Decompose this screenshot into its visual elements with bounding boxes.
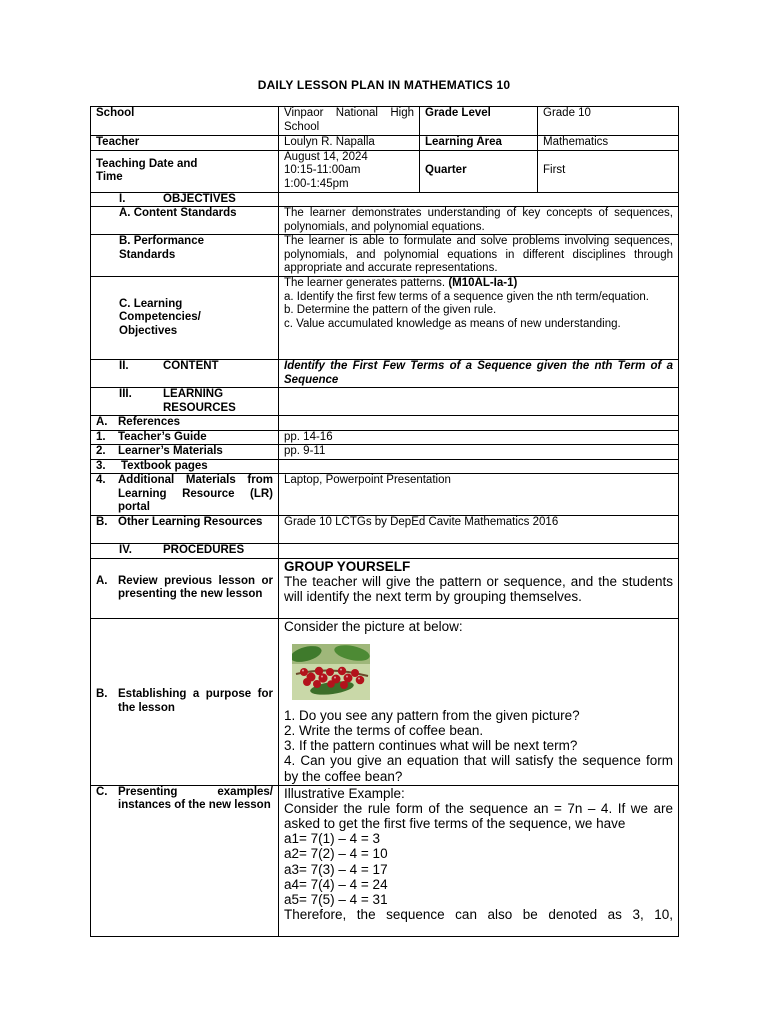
teaching-date-label (91, 150, 279, 192)
additional-materials-value: Laptop, Powerpoint Presentation (279, 474, 679, 516)
grade-level-label: Grade Level (420, 107, 538, 136)
presenting-row (91, 785, 679, 936)
competencies-label-text: C. Learning Competencies/ Objectives (119, 297, 201, 337)
performance-standards-label-text: B. Performance Standards (119, 235, 205, 261)
teachers-guide-text: Teacher’s Guide (118, 430, 207, 443)
establishing-label (91, 618, 279, 785)
establishing-row (91, 618, 679, 785)
content-heading-text: CONTENT (163, 360, 219, 372)
presenting-heading: Illustrative Example: (284, 785, 405, 801)
textbook-pages-num: 3. (96, 459, 106, 472)
establishing-num: B. (96, 688, 108, 700)
resources-heading-text: LEARNING RESOURCES (163, 388, 236, 414)
objectives-heading-row (91, 192, 679, 207)
procedures-heading-row (91, 544, 679, 559)
references-empty (279, 416, 679, 431)
procedures-heading-text: PROCEDURES (163, 544, 245, 556)
establishing-question-2: 2. Write the terms of coffee bean. (284, 722, 484, 738)
content-heading (91, 360, 279, 388)
teaching-date-row (91, 150, 679, 192)
competencies-label (91, 277, 279, 360)
presenting-conclusion: Therefore, the sequence can also be denoted as 3, 10, (284, 907, 673, 923)
references-label (91, 416, 279, 431)
textbook-pages-row (91, 459, 679, 474)
competency-intro (284, 277, 673, 291)
competency-b: b. Determine the pattern of the given rule. (284, 304, 497, 316)
learning-area-label: Learning Area (420, 136, 538, 151)
objectives-heading (91, 192, 279, 207)
presenting-body: Consider the rule form of the sequence an = 7n – 4. If we are asked to get the first five terms of the sequence, we have (284, 800, 673, 831)
review-title: GROUP YOURSELF (284, 558, 411, 574)
objectives-heading-empty (279, 192, 679, 207)
resources-num: III. (119, 388, 132, 400)
presenting-num: C. (96, 785, 108, 798)
additional-materials-row (91, 474, 679, 516)
presenting-line-1: a1= 7(1) – 4 = 3 (284, 831, 381, 847)
competency-intro-text: The learner generates patterns. (284, 277, 446, 289)
teaching-time-line-2: 1:00-1:45pm (284, 177, 349, 190)
presenting-line-3: a3= 7(3) – 4 = 17 (284, 861, 388, 877)
references-wrap (96, 416, 273, 430)
document-title: DAILY LESSON PLAN IN MATHEMATICS 10 (257, 78, 511, 92)
content-standards-text: The learner demonstrates understanding of key concepts of sequences, polynomials, and polynomial equations. (279, 207, 679, 235)
additional-materials-wrap (96, 474, 273, 515)
establishing-text: Establishing a purpose for the lesson (118, 688, 273, 714)
presenting-wrap (96, 786, 273, 813)
resources-heading-wrap (119, 388, 273, 415)
additional-materials-text: Additional Materials from Learning Resource (LR) portal (118, 474, 273, 513)
teacher-value: Loulyn R. Napalla (279, 136, 420, 151)
resources-heading-row (91, 388, 679, 416)
other-resources-row (91, 516, 679, 544)
establishing-question-1: 1. Do you see any pattern from the given picture? (284, 707, 580, 723)
teachers-guide-num: 1. (96, 430, 106, 443)
content-num: II. (119, 360, 129, 372)
teacher-label: Teacher (91, 136, 279, 151)
other-resources-text: Other Learning Resources (118, 516, 263, 528)
content-standards-row (91, 207, 679, 235)
establishing-intro: Consider the picture at below: (284, 618, 463, 634)
presenting-line-4: a4= 7(4) – 4 = 24 (284, 876, 388, 892)
learners-materials-wrap (96, 445, 273, 459)
competencies-text (279, 277, 679, 360)
review-label (91, 558, 279, 618)
textbook-pages-wrap (96, 460, 273, 474)
establishing-question-3: 3. If the pattern continues what will be next term? (284, 738, 578, 754)
review-wrap (96, 575, 273, 602)
school-row (91, 107, 679, 136)
review-body: The teacher will give the pattern or sequence, and the students will identify the next term by grouping themselves. (284, 573, 673, 604)
establishing-question-4: 4. Can you give an equation that will satisfy the sequence form by the coffee bean? (284, 753, 673, 784)
content-standards-label: A. Content Standards (91, 207, 279, 235)
competency-c: c. Value accumulated knowledge as means of new understanding. (284, 317, 621, 330)
teachers-guide-wrap (96, 431, 273, 445)
textbook-pages-value (279, 459, 679, 474)
teaching-date-value (279, 150, 420, 192)
presenting-line-5: a5= 7(5) – 4 = 31 (284, 891, 388, 907)
textbook-pages-label (91, 459, 279, 474)
references-row (91, 416, 679, 431)
competencies-row (91, 277, 679, 360)
references-text: References (118, 416, 181, 428)
additional-materials-num: 4. (96, 474, 106, 486)
coffee-bean-image (292, 644, 370, 700)
performance-standards-row (91, 235, 679, 277)
teaching-date-line: August 14, 2024 (284, 150, 368, 163)
quarter-value: First (538, 150, 679, 192)
review-content (279, 558, 679, 618)
learners-materials-label (91, 445, 279, 460)
learners-materials-text: Learner’s Materials (118, 445, 223, 457)
presenting-content (279, 785, 679, 936)
presenting-label (91, 785, 279, 936)
teachers-guide-value: pp. 14-16 (279, 430, 679, 445)
procedures-heading-empty (279, 544, 679, 559)
teachers-guide-label (91, 430, 279, 445)
teaching-date-label-text: Teaching Date and Time (96, 157, 198, 183)
review-row (91, 558, 679, 618)
other-resources-value: Grade 10 LCTGs by DepEd Cavite Mathematics 2016 (279, 516, 679, 544)
other-resources-num: B. (96, 516, 108, 528)
learning-area-value: Mathematics (538, 136, 679, 151)
procedures-num: IV. (119, 544, 133, 556)
additional-materials-label (91, 474, 279, 516)
lesson-plan-table (90, 106, 679, 937)
other-resources-wrap (96, 516, 273, 530)
resources-heading (91, 388, 279, 416)
competency-a: a. Identify the first few terms of a sequence given the nth term/equation. (284, 290, 650, 303)
review-num: A. (96, 574, 108, 587)
quarter-label: Quarter (420, 150, 538, 192)
learners-materials-value: pp. 9-11 (279, 445, 679, 460)
content-row (91, 360, 679, 388)
textbook-pages-text: Textbook pages (121, 459, 208, 472)
school-value: Vinpaor National High School (279, 107, 420, 136)
learners-materials-num: 2. (96, 445, 106, 457)
resources-heading-empty (279, 388, 679, 416)
teaching-time-line-1: 10:15-11:00am (284, 164, 361, 176)
content-text: Identify the First Few Terms of a Sequence given the nth Term of a Sequence (279, 360, 679, 388)
references-num: A. (96, 416, 108, 428)
performance-standards-label (91, 235, 279, 277)
competency-code: (M10AL-Ia-1) (448, 277, 518, 289)
performance-standards-text: The learner is able to formulate and solve problems involving sequences, polynomials, and polynomial equations in different disciplines through appropriate and accurate representations. (279, 235, 679, 277)
teachers-guide-row (91, 430, 679, 445)
establishing-wrap (96, 688, 273, 715)
objectives-num: I. (119, 192, 126, 205)
objectives-heading-text: OBJECTIVES (163, 192, 236, 205)
presenting-line-2: a2= 7(2) – 4 = 10 (284, 846, 388, 862)
learners-materials-row (91, 445, 679, 460)
other-resources-label (91, 516, 279, 544)
review-text: Review previous lesson or presenting the new lesson (118, 574, 273, 600)
establishing-content (279, 618, 679, 785)
teacher-row (91, 136, 679, 151)
school-label: School (91, 107, 279, 136)
grade-level-value: Grade 10 (538, 107, 679, 136)
presenting-text: Presenting examples/ instances of the new lesson (118, 785, 273, 811)
procedures-heading (91, 544, 279, 559)
